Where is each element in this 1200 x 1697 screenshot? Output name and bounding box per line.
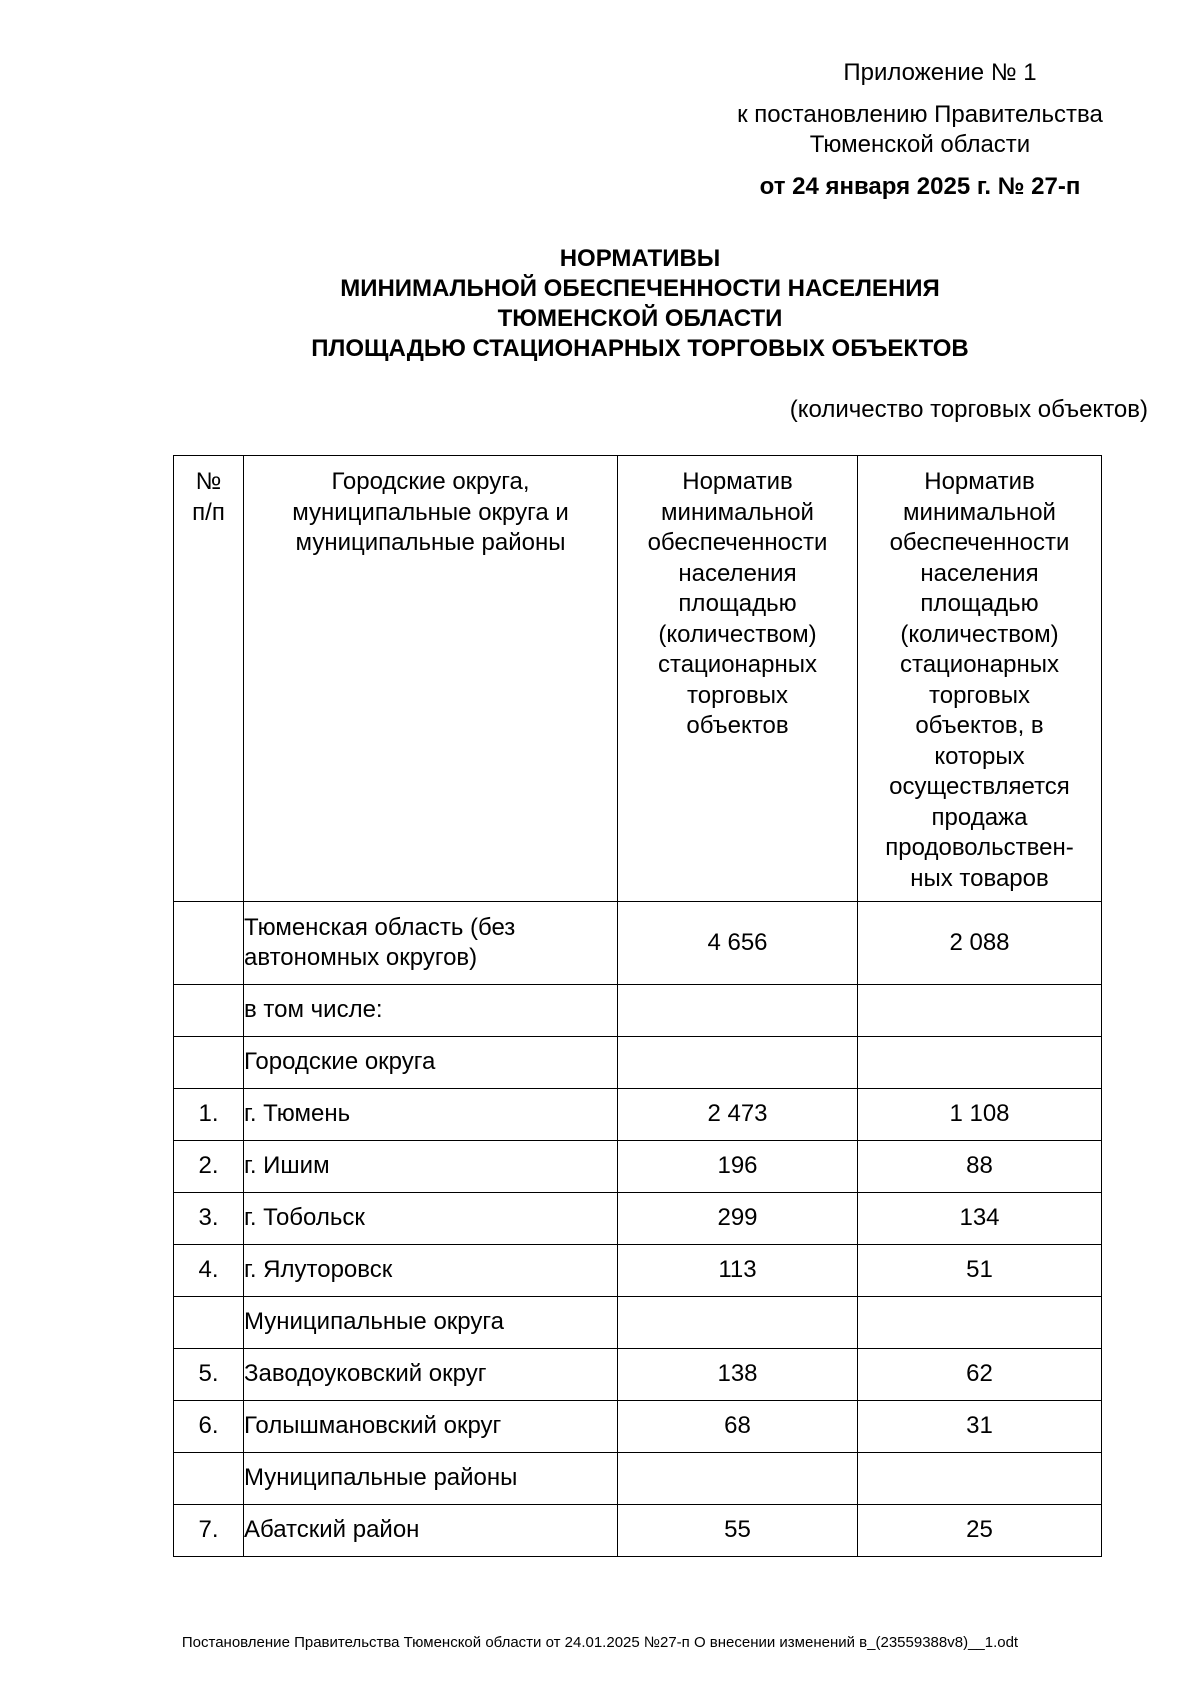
title-line: ПЛОЩАДЬЮ СТАЦИОНАРНЫХ ТОРГОВЫХ ОБЪЕКТОВ — [311, 335, 969, 362]
row-norm-all: 196 — [618, 1141, 858, 1193]
row-norm-all: 299 — [618, 1193, 858, 1245]
row-norm-all — [618, 1037, 858, 1089]
header-num-line: № — [195, 468, 222, 495]
table-row — [174, 1349, 1102, 1401]
table-row — [174, 1141, 1102, 1193]
header-norm-food-line: продажа — [931, 803, 1028, 831]
row-norm-all: 68 — [618, 1401, 858, 1453]
appendix-ref-line: Тюменской области — [809, 131, 1031, 158]
units-note: (количество торговых объектов) — [789, 396, 1148, 423]
header-norm-food-line: объектов, в — [915, 712, 1044, 739]
header-name-line: муниципальные округа и — [292, 498, 569, 526]
row-num: 7. — [174, 1505, 244, 1557]
total-norm-food: 2 088 — [858, 902, 1102, 985]
header-norm-all-line: площадью — [678, 590, 797, 617]
row-name: Абатский район — [244, 1505, 618, 1557]
table-row — [174, 1193, 1102, 1245]
row-norm-all — [618, 1453, 858, 1505]
header-norm-food-line: минимальной — [903, 498, 1056, 526]
row-name: Муниципальные районы — [244, 1453, 618, 1505]
row-name: г. Ялуторовск — [244, 1245, 618, 1297]
row-norm-food: 62 — [858, 1349, 1102, 1401]
header-norm-all-line: торговых — [687, 681, 788, 709]
header-norm-food-line: которых — [934, 742, 1025, 770]
appendix-reference — [690, 100, 1150, 160]
row-norm-all: 55 — [618, 1505, 858, 1557]
header-norm-food-line: населения — [920, 559, 1039, 587]
title-line: НОРМАТИВЫ — [559, 245, 721, 272]
row-norm-all: 2 473 — [618, 1089, 858, 1141]
row-num — [174, 1453, 244, 1505]
header-norm-all-line: населения — [678, 559, 797, 587]
row-name: г. Ишим — [244, 1141, 618, 1193]
table-header-row — [174, 456, 1102, 902]
header-norm-all-line: (количеством) — [658, 620, 817, 648]
row-num — [174, 1037, 244, 1089]
row-name: Муниципальные округа — [244, 1297, 618, 1349]
header-norm-food-line: (количеством) — [900, 620, 1059, 648]
header-norm-food-line: торговых — [929, 681, 1030, 709]
row-norm-all: 138 — [618, 1349, 858, 1401]
row-norm-food — [858, 1297, 1102, 1349]
table-row — [174, 985, 1102, 1037]
norms-table — [173, 455, 1102, 1557]
total-name-cell — [244, 902, 618, 985]
header-norm-food-line: ных товаров — [910, 864, 1049, 892]
document-title — [200, 244, 1080, 364]
row-num: 5. — [174, 1349, 244, 1401]
row-name: г. Тюмень — [244, 1089, 618, 1141]
table-row — [174, 1297, 1102, 1349]
total-num-cell — [174, 902, 244, 985]
footer-filename: Постановление Правительства Тюменской области от 24.01.2025 №27-п О внесении изменений в_(23559388v8)__1.odt — [181, 1634, 1019, 1651]
row-num: 3. — [174, 1193, 244, 1245]
row-name: Городские округа — [244, 1037, 618, 1089]
total-name-line: автономных округов) — [244, 944, 478, 971]
row-norm-food: 51 — [858, 1245, 1102, 1297]
header-norm-all-line: Норматив — [682, 468, 793, 495]
header-norm-food-line: обеспеченности — [889, 529, 1070, 556]
row-num: 1. — [174, 1089, 244, 1141]
header-num-line: п/п — [192, 498, 225, 526]
row-num — [174, 1297, 244, 1349]
row-norm-food: 25 — [858, 1505, 1102, 1557]
table-row — [174, 1245, 1102, 1297]
row-name: Заводоуковский округ — [244, 1349, 618, 1401]
title-line: ТЮМЕНСКОЙ ОБЛАСТИ — [497, 305, 783, 332]
row-name: Голышмановский округ — [244, 1401, 618, 1453]
header-norm-all-line: стационарных — [657, 651, 818, 678]
header-name-line: муниципальные районы — [295, 529, 566, 556]
row-num: 4. — [174, 1245, 244, 1297]
row-norm-food — [858, 985, 1102, 1037]
row-norm-food: 134 — [858, 1193, 1102, 1245]
row-norm-food — [858, 1037, 1102, 1089]
row-norm-food: 31 — [858, 1401, 1102, 1453]
row-num: 6. — [174, 1401, 244, 1453]
header-norm-food-line: стационарных — [899, 651, 1060, 678]
row-norm-food: 88 — [858, 1141, 1102, 1193]
header-norm-food-line: Норматив — [924, 468, 1035, 495]
row-norm-all — [618, 1297, 858, 1349]
row-norm-food: 1 108 — [858, 1089, 1102, 1141]
appendix-label: Приложение № 1 — [843, 59, 1037, 86]
table-row — [174, 1453, 1102, 1505]
total-name-line: Тюменская область (без — [244, 913, 516, 941]
appendix-date: от 24 января 2025 г. № 27-п — [759, 173, 1081, 200]
header-norm-food — [858, 456, 1102, 902]
header-norm-food-line: осуществляется — [889, 773, 1070, 800]
header-norm-all-line: минимальной — [661, 498, 814, 526]
row-norm-all — [618, 985, 858, 1037]
row-num: 2. — [174, 1141, 244, 1193]
table-row — [174, 1505, 1102, 1557]
header-norm-all-line: обеспеченности — [647, 529, 828, 556]
title-line: МИНИМАЛЬНОЙ ОБЕСПЕЧЕННОСТИ НАСЕЛЕНИЯ — [340, 275, 940, 302]
row-num — [174, 985, 244, 1037]
total-norm-all: 4 656 — [618, 902, 858, 985]
row-name: в том числе: — [244, 985, 618, 1037]
table-row-total — [174, 902, 1102, 985]
header-norm-all-line: объектов — [686, 712, 789, 739]
table-row — [174, 1089, 1102, 1141]
header-name-line: Городские округа, — [331, 468, 530, 495]
row-norm-food — [858, 1453, 1102, 1505]
table-row — [174, 1401, 1102, 1453]
row-norm-all: 113 — [618, 1245, 858, 1297]
row-name: г. Тобольск — [244, 1193, 618, 1245]
header-name — [244, 456, 618, 902]
table-row — [174, 1037, 1102, 1089]
header-norm-all — [618, 456, 858, 902]
header-norm-food-line: площадью — [920, 590, 1039, 617]
appendix-ref-line: к постановлению Правительства — [737, 101, 1103, 128]
header-norm-food-line: продовольствен- — [885, 834, 1074, 861]
header-num — [174, 456, 244, 902]
